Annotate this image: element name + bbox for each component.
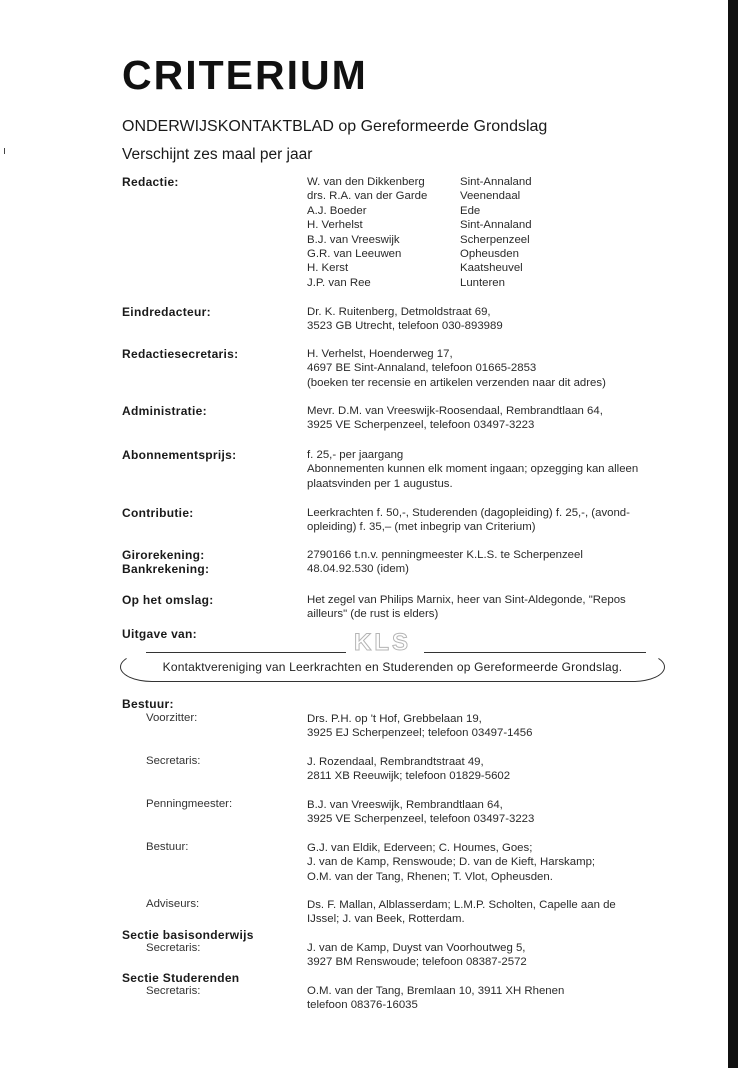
role-line: 3927 BM Renswoude; telefoon 08387-2572: [307, 956, 527, 969]
role-label: Secretaris:: [146, 942, 201, 954]
margin-mark: [4, 148, 5, 154]
role-label: Adviseurs:: [146, 898, 200, 910]
redactie-label: Redactie:: [122, 175, 179, 189]
role-label: Secretaris:: [146, 985, 201, 997]
administratie-line: Mevr. D.M. van Vreeswijk-Roosendaal, Rembrandtlaan 64,: [307, 405, 603, 417]
redactie-member: J.P. van Ree: [307, 276, 371, 289]
redactie-place: Kaatsheuvel: [460, 262, 523, 275]
redactie-place: Opheusden: [460, 248, 519, 260]
role-line: 3925 EJ Scherpenzeel; telefoon 03497-1456: [307, 727, 533, 740]
role-line: Drs. P.H. op 't Hof, Grebbelaan 19,: [307, 713, 482, 725]
redactie-member: W. van den Dikkenberg: [307, 176, 425, 188]
redactiesecretaris-label: Redactiesecretaris:: [122, 347, 239, 361]
role-label: Voorzitter:: [146, 712, 198, 724]
eindredacteur-line: Dr. K. Ruitenberg, Detmoldstraat 69,: [307, 306, 491, 318]
role-line: IJssel; J. van Beek, Rotterdam.: [307, 913, 465, 926]
redactie-place: Lunteren: [460, 276, 505, 289]
role-line: B.J. van Vreeswijk, Rembrandtlaan 64,: [307, 799, 503, 811]
omslag-line: Het zegel van Philips Marnix, heer van Sint-Aldegonde, "Repos: [307, 594, 626, 606]
abonnementsprijs-line: plaatsvinden per 1 augustus.: [307, 477, 453, 490]
redactie-place: Sint-Annaland: [460, 176, 532, 188]
role-line: G.J. van Eldik, Ederveen; C. Houmes, Goes;: [307, 842, 533, 854]
role-line: O.M. van der Tang, Bremlaan 10, 3911 XH Rhenen: [307, 985, 565, 997]
role-line: Ds. F. Mallan, Alblasserdam; L.M.P. Scholten, Capelle aan de: [307, 899, 616, 911]
abonnementsprijs-line: f. 25,- per jaargang: [307, 449, 404, 461]
role-label: Secretaris:: [146, 755, 201, 767]
contributie-line: opleiding) f. 35,– (met inbegrip van Criterium): [307, 521, 536, 534]
redactie-member: H. Verhelst: [307, 219, 363, 232]
contributie-label: Contributie:: [122, 506, 194, 520]
organization-banner: Kontaktvereniging van Leerkrachten en Studerenden op Gereformeerde Grondslag.: [120, 652, 665, 682]
eindredacteur-label: Eindredacteur:: [122, 305, 211, 319]
redactiesecretaris-line: 4697 BE Sint-Annaland, telefoon 01665-2853: [307, 362, 537, 375]
contributie-line: Leerkrachten f. 50,-, Studerenden (dagopleiding) f. 25,-, (avond-: [307, 507, 630, 519]
role-line: 3925 VE Scherpenzeel, telefoon 03497-3223: [307, 813, 535, 826]
bankrekening-label: Bankrekening:: [122, 562, 210, 577]
omslag-label: Op het omslag:: [122, 593, 214, 607]
magazine-subtitle: ONDERWIJSKONTAKTBLAD op Gereformeerde Grondslag: [122, 118, 548, 135]
abonnementsprijs-line: Abonnementen kunnen elk moment ingaan; opzegging kan alleen: [307, 463, 639, 476]
abonnementsprijs-label: Abonnementsprijs:: [122, 448, 237, 462]
administratie-label: Administratie:: [122, 404, 207, 418]
kls-logo: KLS: [354, 629, 411, 656]
redactie-member: B.J. van Vreeswijk: [307, 233, 400, 246]
redactie-member: H. Kerst: [307, 262, 349, 275]
redactiesecretaris-line: H. Verhelst, Hoenderweg 17,: [307, 348, 453, 360]
eindredacteur-line: 3523 GB Utrecht, telefoon 030-893989: [307, 320, 503, 333]
magazine-title: CRITERIUM: [122, 52, 368, 98]
girorekening-label: Girorekening:: [122, 548, 205, 562]
redactie-member: drs. R.A. van der Garde: [307, 190, 428, 203]
role-line: telefoon 08376-16035: [307, 999, 418, 1012]
redactie-member: A.J. Boeder: [307, 204, 367, 217]
redactiesecretaris-line: (boeken ter recensie en artikelen verzenden naar dit adres): [307, 376, 606, 389]
sectie-studerenden-label: Sectie Studerenden: [122, 971, 240, 985]
administratie-line: 3925 VE Scherpenzeel, telefoon 03497-3223: [307, 419, 535, 432]
page-edge-shadow: [728, 0, 738, 1068]
role-line: J. Rozendaal, Rembrandtstraat 49,: [307, 756, 484, 768]
role-line: 2811 XB Reeuwijk; telefoon 01829-5602: [307, 770, 511, 783]
bestuur-label: Bestuur:: [122, 697, 174, 711]
redactie-place: Scherpenzeel: [460, 233, 530, 246]
role-line: J. van de Kamp, Duyst van Voorhoutweg 5,: [307, 942, 526, 954]
redactie-member: G.R. van Leeuwen: [307, 248, 402, 260]
omslag-line: ailleurs" (de rust is elders): [307, 608, 439, 621]
rekening-line: 48.04.92.530 (idem): [307, 563, 409, 576]
role-label: Penningmeester:: [146, 798, 233, 810]
role-line: J. van de Kamp, Renswoude; D. van de Kieft, Harskamp;: [307, 856, 596, 869]
role-label: Bestuur:: [146, 841, 189, 853]
role-line: O.M. van der Tang, Rhenen; T. Vlot, Opheusden.: [307, 870, 553, 883]
redactie-place: Sint-Annaland: [460, 219, 532, 232]
redactie-place: Ede: [460, 204, 481, 217]
publication-frequency: Verschijnt zes maal per jaar: [122, 146, 313, 163]
rekening-line: 2790166 t.n.v. penningmeester K.L.S. te Scherpenzeel: [307, 549, 583, 561]
redactie-place: Veenendaal: [460, 190, 521, 203]
uitgave-label: Uitgave van:: [122, 627, 197, 641]
sectie-basisonderwijs-label: Sectie basisonderwijs: [122, 928, 254, 942]
